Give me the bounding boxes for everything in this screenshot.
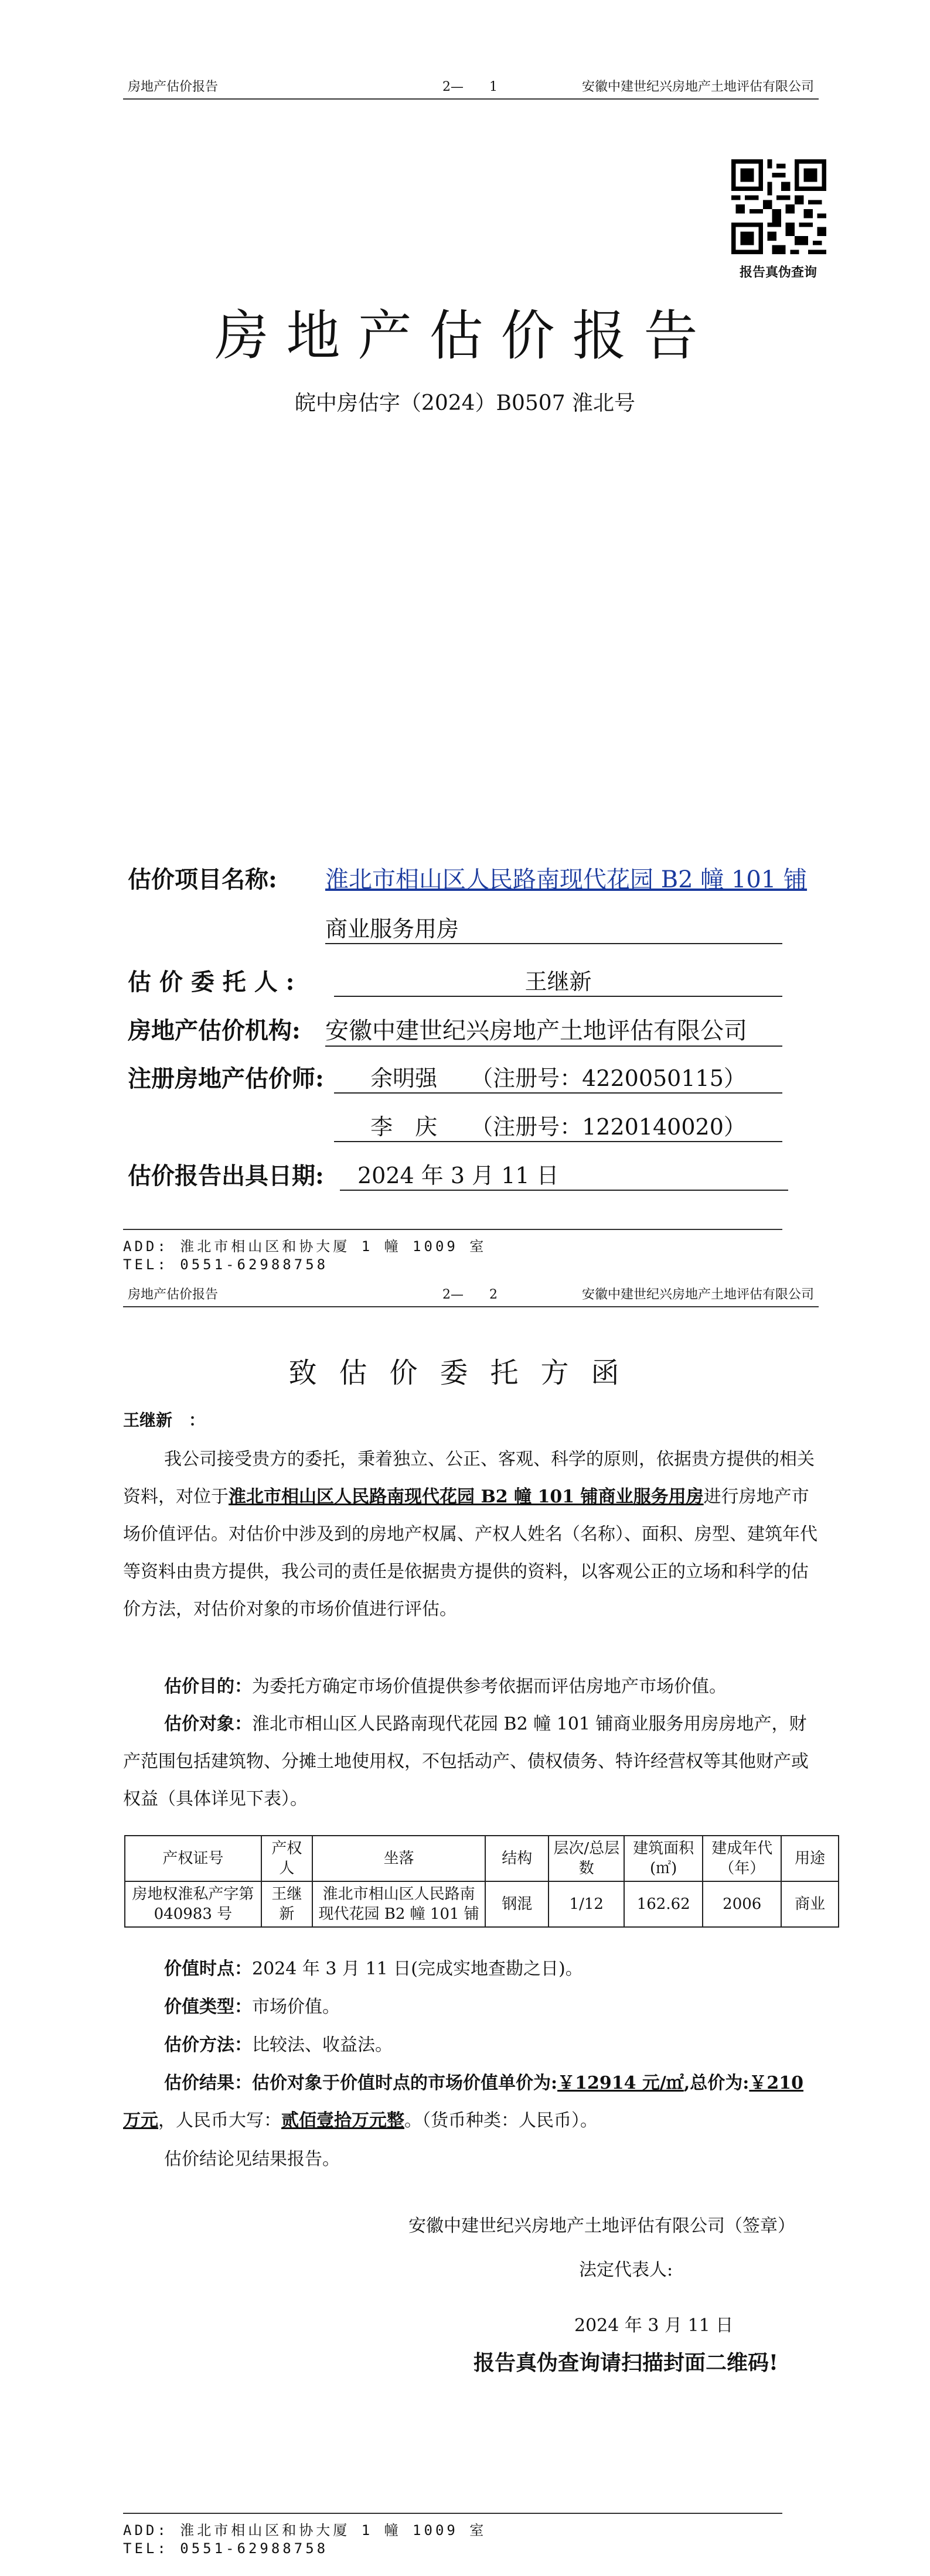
agency-label: 房地产估价机构:	[128, 1017, 301, 1044]
client-name: 王继新	[334, 964, 782, 997]
table-cell: 房地权淮私产字第 040983 号	[125, 1881, 261, 1927]
page-header-2	[123, 1279, 819, 1307]
table-cell: 2006	[703, 1881, 781, 1927]
result-text-c: ，人民币大写：	[158, 2110, 281, 2131]
table-cell: 1/12	[549, 1881, 624, 1927]
salutation: 王继新 ：	[123, 1410, 206, 1430]
intro-property: 淮北市相山区人民路南现代花园 B2 幢 101 铺商业服务用房	[229, 1487, 704, 1507]
footer-address: ADD: 淮北市相山区和协大厦 1 幢 1009 室	[123, 1238, 487, 1255]
method-label: 估价方法：	[164, 2035, 252, 2055]
purpose-paragraph	[123, 1668, 819, 1706]
client-label: 估 价 委 托 人 :	[128, 968, 295, 996]
appraiser-1: 余明强 （注册号：4220050115）	[334, 1060, 782, 1094]
document-number: 皖中房估字（2024）B0507 淮北号	[294, 391, 636, 415]
result-unit-price: ￥12914 元/㎡	[557, 2073, 684, 2093]
agency-name: 安徽中建世纪兴房地产土地评估有限公司	[325, 1012, 782, 1047]
appraiser-label: 注册房地产估价师:	[128, 1065, 324, 1092]
intro-paragraph	[123, 1441, 819, 1628]
value-type-label: 价值类型：	[164, 1997, 252, 2017]
header-company: 安徽中建世纪兴房地产土地评估有限公司	[581, 1287, 814, 1302]
intro-text-a: 我公司接受贵方的委托，秉着独立、公正、客观、科学的原则，依据贵方提供的相关资料，对位于	[123, 1449, 815, 1507]
signature-date: 2024 年 3 月 11 日	[574, 2315, 734, 2336]
object-label: 估价对象：	[164, 1714, 252, 1734]
footer-divider	[123, 2513, 782, 2514]
table-cell: 钢混	[485, 1881, 549, 1927]
intro-text-c: 进行房地产市场价值评估。对估价中涉及到的房地产权属、产权人姓名（名称）、面积、房型、建筑年代等资料由贵方提供，我公司的责任是依据贵方提供的资料，以客观公正的立场和科学的估价方法，对估价对象的市场价值进行评估。	[123, 1487, 817, 1620]
project-name-line1: 淮北市相山区人民路南现代花园 B2 幢 101 铺	[325, 866, 808, 893]
header-left: 房地产估价报告	[128, 1287, 219, 1302]
table-header-row	[125, 1836, 839, 1881]
table-header-cell: 建筑面积(㎡)	[624, 1836, 703, 1881]
table-cell: 王继新	[261, 1881, 312, 1927]
footer-address: ADD: 淮北市相山区和协大厦 1 幢 1009 室	[123, 2522, 487, 2539]
issue-date: 2024 年 3 月 11 日	[340, 1157, 788, 1191]
table-header-cell: 建成年代（年）	[703, 1836, 781, 1881]
purpose-text: 为委托方确定市场价值提供参考依据而评估房地产市场价值。	[252, 1676, 727, 1697]
result-chinese-amount: 贰佰壹拾万元整	[281, 2110, 404, 2131]
letter-title: 致估价委托方函	[288, 1357, 642, 1389]
method-paragraph	[123, 2027, 819, 2064]
table-header-cell: 层次/总层数	[549, 1836, 624, 1881]
result-text-b: ,总价为:	[683, 2073, 750, 2093]
qr-code-icon[interactable]	[731, 159, 826, 254]
qr-caption: 报告真伪查询	[739, 265, 817, 280]
header-left: 房地产估价报告	[128, 80, 219, 94]
table-header-cell: 坐落	[312, 1836, 485, 1881]
table-row	[125, 1881, 839, 1927]
method-text: 比较法、收益法。	[252, 2035, 393, 2055]
value-time-label: 价值时点：	[164, 1959, 252, 1979]
result-text-a: 估价对象于价值时点的市场价值单价为:	[252, 2073, 558, 2093]
conclusion-line: 估价结论见结果报告。	[164, 2149, 340, 2170]
legal-representative: 法定代表人:	[579, 2260, 673, 2280]
table-cell: 商业	[781, 1881, 839, 1927]
value-time-text: 2024 年 3 月 11 日(完成实地查勘之日)。	[252, 1959, 583, 1979]
header-company: 安徽中建世纪兴房地产土地评估有限公司	[581, 80, 814, 94]
verification-note: 报告真伪查询请扫描封面二维码!	[473, 2350, 778, 2375]
result-text-d: 。（货币种类：人民币）。	[404, 2110, 598, 2131]
table-cell: 淮北市相山区人民路南现代花园 B2 幢 101 铺	[312, 1881, 485, 1927]
footer-divider	[123, 1229, 782, 1230]
table-header-cell: 产权人	[261, 1836, 312, 1881]
appraiser-2: 李 庆 （注册号：1220140020）	[334, 1109, 782, 1142]
table-header-cell: 结构	[485, 1836, 549, 1881]
footer-phone: TEL: 0551-62988758	[123, 1256, 329, 1273]
project-name-line2: 商业服务用房	[325, 911, 782, 944]
result-total-price: ￥210 万元	[123, 2073, 804, 2131]
footer-phone: TEL: 0551-62988758	[123, 2540, 329, 2557]
date-label: 估价报告出具日期:	[128, 1162, 324, 1190]
object-paragraph	[123, 1706, 819, 1818]
table-cell: 162.62	[624, 1881, 703, 1927]
table-header-cell: 产权证号	[125, 1836, 261, 1881]
value-time-paragraph	[123, 1950, 819, 1988]
table-header-cell: 用途	[781, 1836, 839, 1881]
result-label: 估价结果：	[164, 2073, 252, 2093]
value-type-paragraph	[123, 1989, 819, 2026]
header-page-number: 2— 2	[442, 1287, 498, 1302]
report-title: 房地产估价报告	[214, 305, 716, 367]
value-type-text: 市场价值。	[252, 1997, 340, 2017]
result-paragraph	[123, 2065, 819, 2140]
page-header	[123, 75, 819, 100]
object-text: 淮北市相山区人民路南现代花园 B2 幢 101 铺商业服务用房房地产，财产范围包括建筑物、分摊土地使用权，不包括动产、债权债务、特许经营权等其他财产或权益（具体详见下表）。	[123, 1714, 809, 1809]
company-signature: 安徽中建世纪兴房地产土地评估有限公司（签章）	[408, 2216, 795, 2236]
purpose-label: 估价目的：	[164, 1676, 252, 1697]
cover-page	[0, 0, 930, 1277]
property-table	[124, 1835, 839, 1928]
project-label: 估价项目名称:	[128, 866, 277, 893]
header-page-number: 2— 1	[442, 80, 498, 94]
